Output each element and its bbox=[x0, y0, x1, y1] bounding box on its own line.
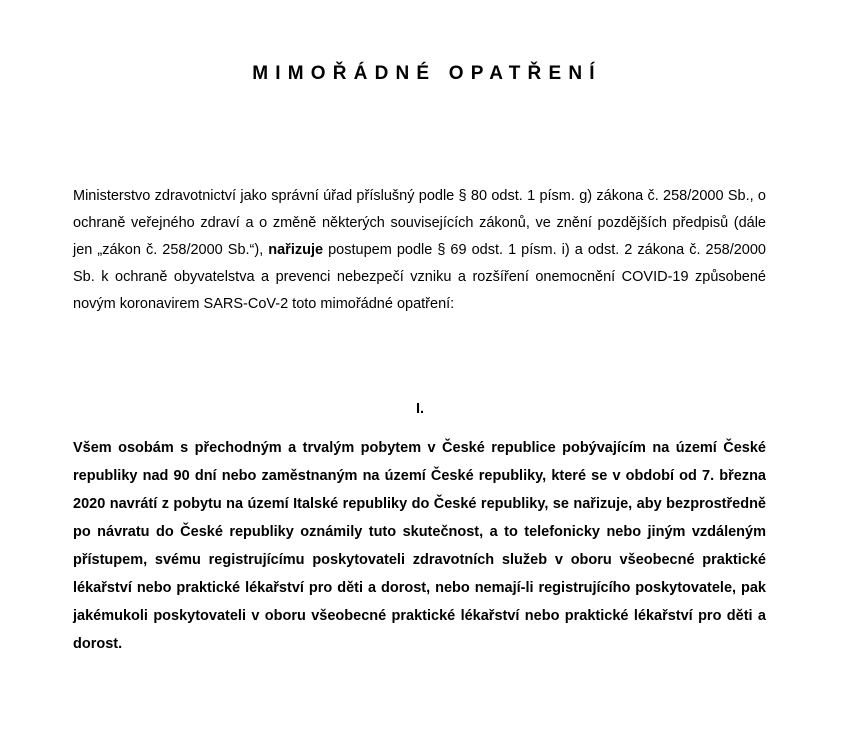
intro-text-part1: Ministerstvo zdravotnictví jako správní úřad příslušný podle § 80 odst. 1 písm. g) zákona č. 258/2000 Sb., o ochraně veřejného zdraví a o změně některých souvisejících zákonů, ve znění pozdějších předpisů (dále jen „zákon č. 258/2000 Sb.“), bbox=[73, 188, 766, 258]
section-number: I. bbox=[415, 401, 425, 417]
document-title: MIMOŘÁDNÉ OPATŘENÍ bbox=[252, 63, 602, 84]
section-paragraph: Všem osobám s přechodným a trvalým pobytem v České republice pobývajícím na území České republiky nad 90 dní nebo zaměstnaným na území České republiky, které se v období od 7. března 2020 navrátí z pobytu na území Italské republiky do České republiky, se nařizuje, aby bezprostředně po návratu do České republiky oznámily tuto skutečnost, a to telefonicky nebo jiným vzdáleným přístupem, svému registrujícímu poskytovateli zdravotních služeb v oboru všeobecné praktické lékařství nebo praktické lékařství pro děti a dorost, nebo nemají-li registrujícího poskytovatele, pak jakémukoli poskytovateli v oboru všeobecné praktické lékařství nebo praktické lékařství pro děti a dorost. bbox=[73, 440, 766, 652]
intro-emphasis-narizuje: nařizuje bbox=[268, 242, 324, 258]
intro-text-part2: postupem podle § 69 odst. 1 písm. i) a odst. 2 zákona č. 258/2000 Sb. k ochraně obyvatelstva a prevenci nebezpečí vzniku a rozšíření onemocnění COVID-19 způsobené novým koronavirem SARS-CoV-2 toto mimořádné opatření: bbox=[73, 242, 766, 312]
intro-paragraph bbox=[73, 183, 766, 318]
